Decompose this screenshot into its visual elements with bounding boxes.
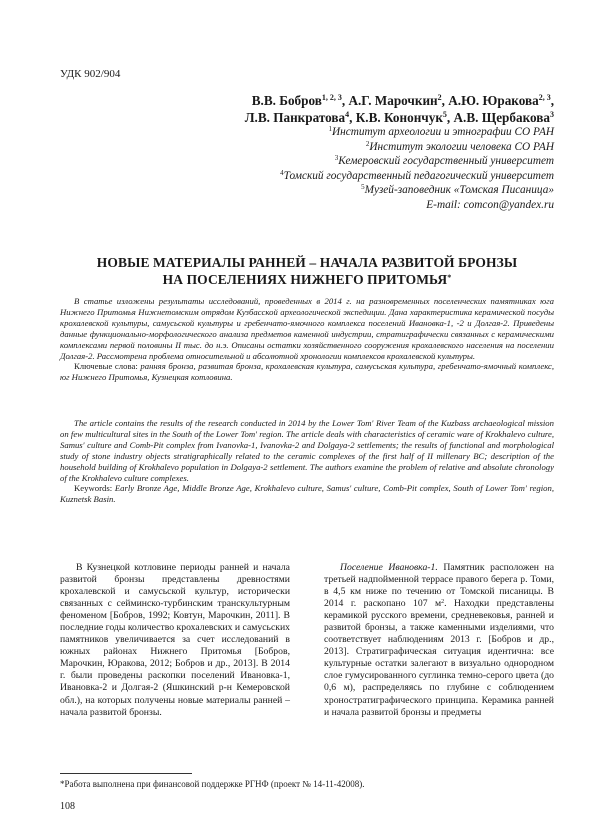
keywords-en: Keywords: Early Bronze Age, Middle Bronze Age, Krokhalevo culture, Samus' culture, Comb-Pit complex, South of Lower Tom' region, Kuznetsk Basin. xyxy=(60,483,555,505)
body-column-left xyxy=(60,562,290,719)
affiliation: $^2$Институт экологии человека СО РАН xyxy=(365,139,554,153)
author: А.Ю. Юракова$^{2, 3}$, xyxy=(448,93,554,108)
authors-line-1 xyxy=(114,92,554,109)
page-number: 108 xyxy=(60,801,75,812)
author: К.В. Конончук$^5$, xyxy=(355,110,454,125)
affiliation: $^4$Томский государственный педагогический университет xyxy=(280,168,554,182)
authors-line-2 xyxy=(114,109,554,126)
footnote-marker: * xyxy=(447,273,452,282)
body-paragraph: В Кузнецкой котловине периоды ранней и начала развитой бронзы представлены древностями крохалевской и самусьской культур, исторически связанных с сейминско-турбинским транскультурным феноменом [Бобров, 1992; Ковтун, Марочкин, 2011]. В последние годы количество крохалевских и самусьских памятников увеличивается за счет исследований в южных районах Нижнего Притомья [Бобров, Марочкин, Юракова, 2012; Бобров и др., 2013]. В 2014 г. были проведены раскопки поселений Ивановка-1, Ивановка-2 и Долгая-2 (Яшкинский р-н Кемеровской обл.), на которых получены новые материалы ранней – начала развитой бронзы. xyxy=(60,562,290,718)
author: А.В. Щербакова$^3$ xyxy=(453,110,554,125)
body-paragraph: Поселение Ивановка-1. Памятник расположен на третьей надпойменной террасе правого берега р. Томи, в 4,5 км ниже по течению от Томской писаницы. В 2014 г. раскопано 107 $м^2$. Находки представлены керамикой русского времени, средневековья, ранней и развитой бронзы, а также каменными изделиями, что соответствует наблюдениям 2013 г. [Бобров и др., 2013]. Стратиграфическая ситуация идентична: все культурные остатки залегают в визуально однородном слое гумусированного суглинка темно-серого цвета (до 0,6 м), распределяясь по глубине с соблюдением хроностратиграфического принципа. Керамика ранней и начала развитой бронзы и предметы xyxy=(324,562,554,718)
article-title xyxy=(60,254,554,288)
abstract-russian xyxy=(60,296,554,383)
contact-email: E-mail: comcon@yandex.ru xyxy=(426,198,554,211)
section-lead: Поселение Ивановка-1. xyxy=(340,562,438,573)
footnote: *Работа выполнена при финансовой поддержке РГНФ (проект № 14-11-42008). xyxy=(60,779,365,789)
keywords-ru: Ключевые слова: ранняя бронза, развитая бронза, крохалевская культура, самусьская культура, гребенчато-ямочный комплекс, юг Нижнего Притомья, Кузнецкая котловина. xyxy=(60,361,555,383)
authors-block xyxy=(114,92,554,126)
title-line-1: НОВЫЕ МАТЕРИАЛЫ РАННЕЙ – НАЧАЛА РАЗВИТОЙ БРОНЗЫ xyxy=(96,255,518,270)
udc-code: УДК 902/904 xyxy=(60,68,121,80)
affiliation: $^1$Институт археологии и этнографии СО РАН xyxy=(328,125,554,138)
author: А.Г. Марочкин$^2$, xyxy=(348,93,449,108)
affiliation: $^5$Музей-заповедник «Томская Писаница» xyxy=(361,183,554,197)
footnote-separator xyxy=(60,773,192,774)
title-line-2: НА ПОСЕЛЕНИЯХ НИЖНЕГО ПРИТОМЬЯ* xyxy=(162,272,452,287)
abstract-ru-text: В статье изложены результаты исследований, проведенных в 2014 г. на разновременных поселенческих памятниках юга Нижнего Притомья Нижнетомским отрядом Кузбасской археологической экспедиции. Дана характеристика керамической посуды крохалевской культуры, самусьской культуры и гребенчато-ямочного комплекса поселений Ивановка-1, -2 и Долгая-2. Приведены данные функционально-морфологического анализа предметов каменной индустрии, стратиграфически связанных с керамическими комплексами первой половины II тыс. до н.э. Описаны остатки хозяйственного сооружения крохалевского населения на поселении Долгая-2. Рассмотрена проблема относительной и абсолютной хронологии комплексов крохалевской культуры. xyxy=(60,296,554,361)
abstract-en-text: The article contains the results of the research conducted in 2014 by the Lower Tom' River Team of the Kuzbass archaeological mission on few multicultural sites in the South of the Lower Tom' region. The article deals with characteristics of ceramic ware of Krokhalevo culture, Samus' culture and Comb-Pit complex from Ivanovka-1, Ivanovka-2 and Dolgaya-2 settlements; the results of functional and morphological study of stone industry objects stratigraphically related to the ceramic complexes of the first half of II millenary BC; description of the household building of Krokhalevo population in Dolgaya-2 settlement. The authors examine the problem of relative and absolute chronology of the Krokhalevo culture complexes. xyxy=(60,418,554,483)
abstract-english xyxy=(60,418,554,505)
body-column-right xyxy=(324,562,554,719)
affiliations-block xyxy=(84,125,554,213)
author: Л.В. Панкратова$^4$, xyxy=(244,110,356,125)
author: В.В. Бобров$^{1, 2, 3}$, xyxy=(251,93,349,108)
affiliation: $^3$Кемеровский государственный университет xyxy=(334,154,554,168)
